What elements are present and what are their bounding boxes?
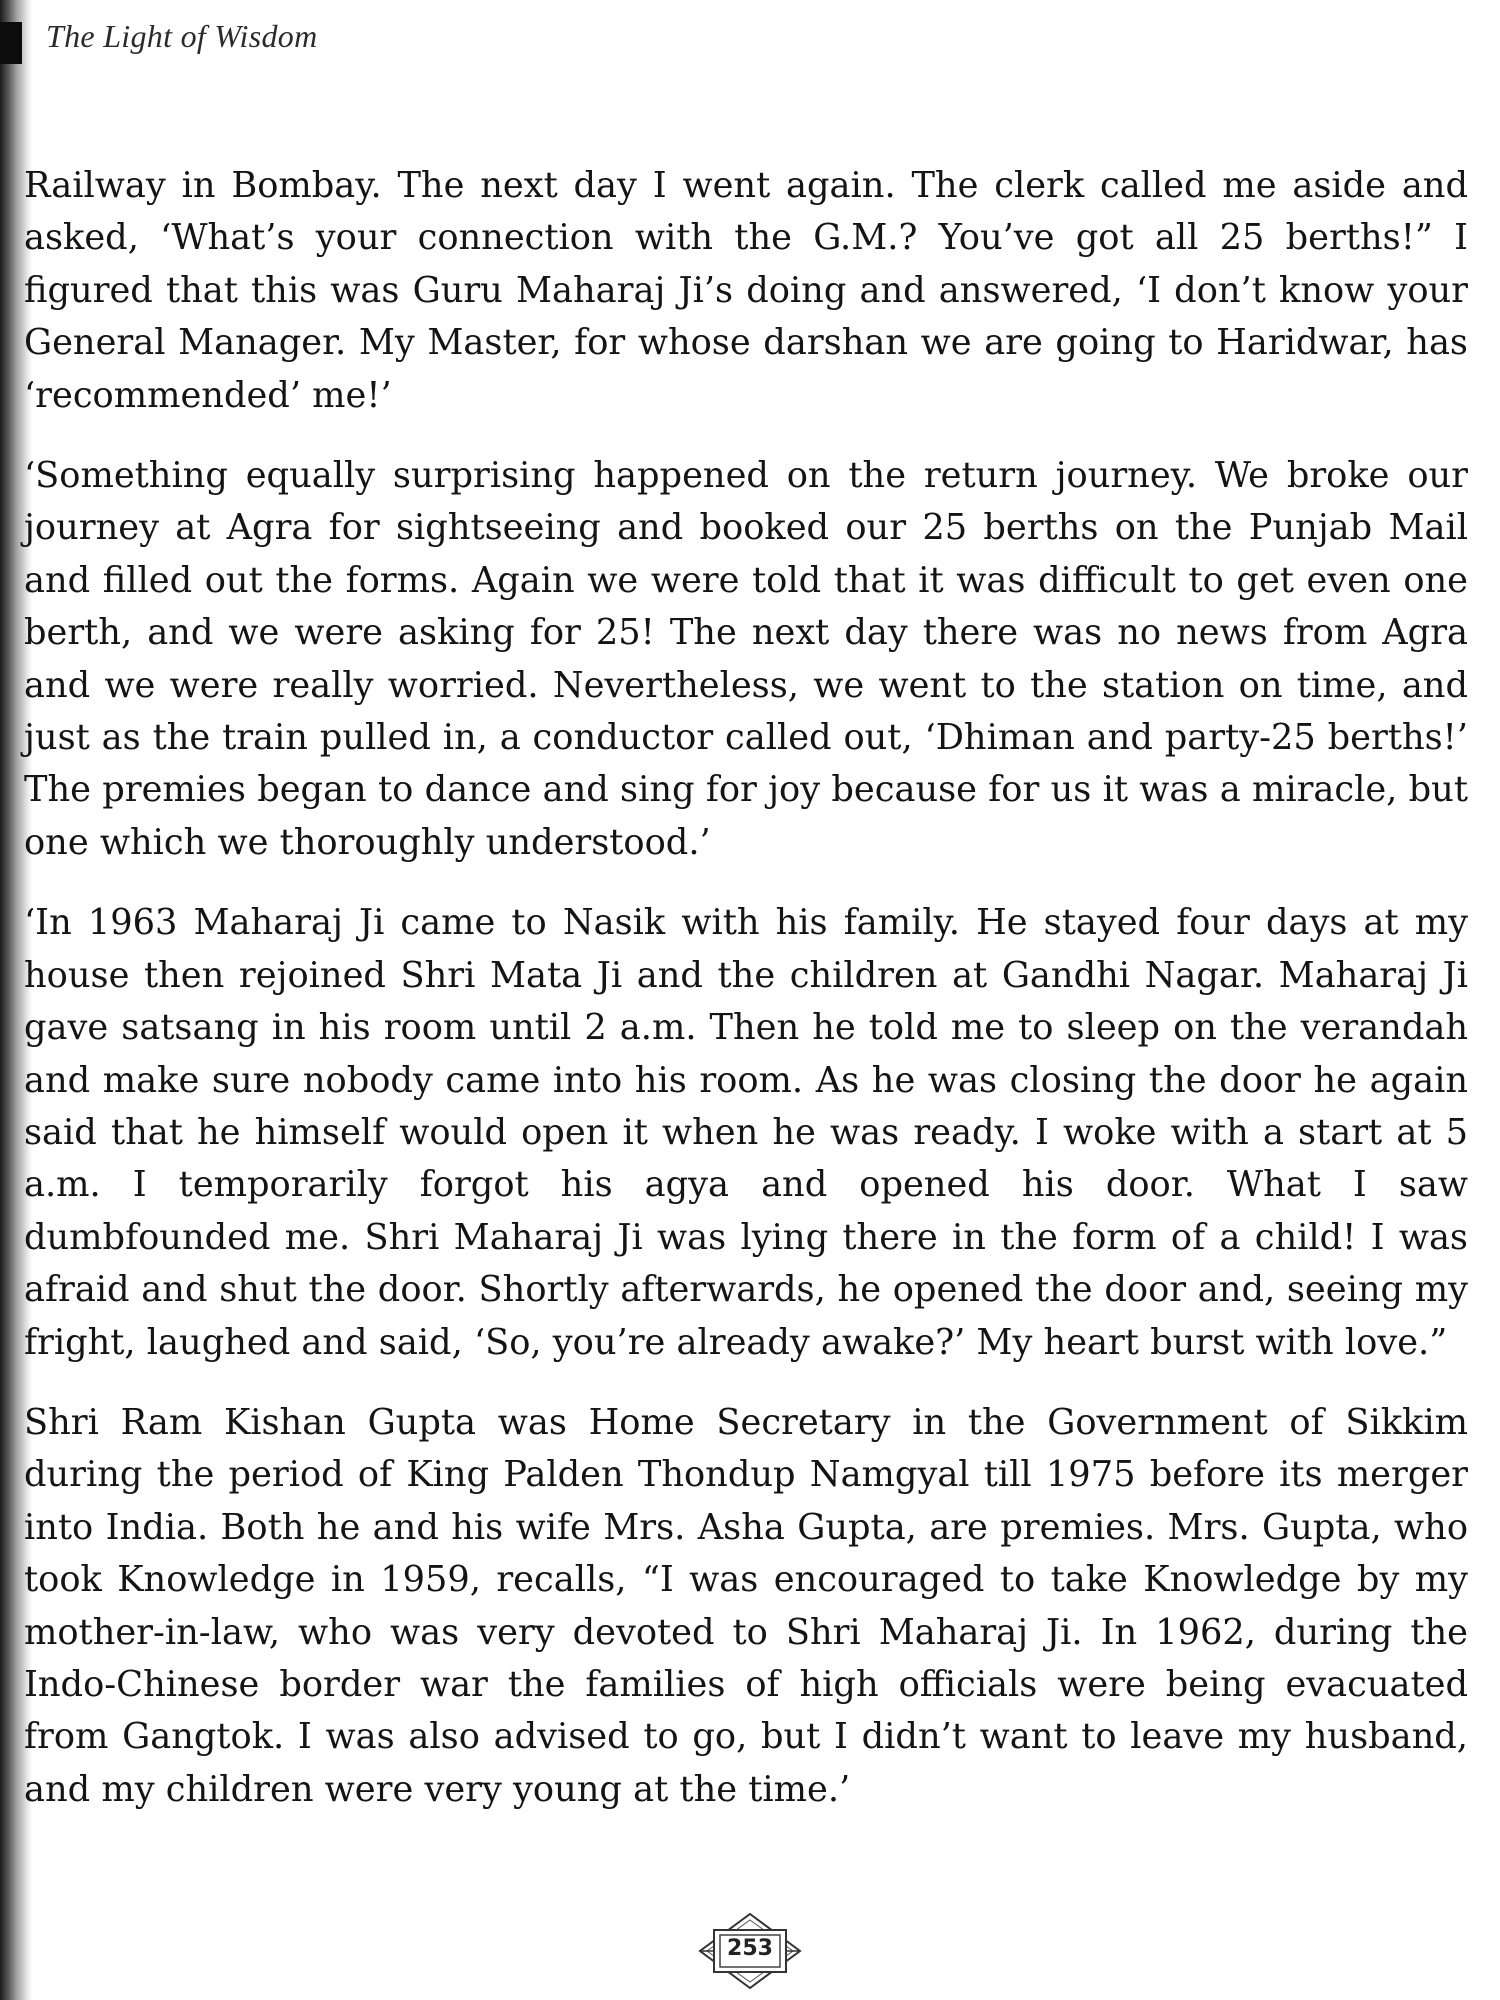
page-number-ornament	[696, 1912, 804, 1990]
header-tab-mark	[0, 22, 22, 64]
paragraph-2: ‘Something equally surprising happened on the return journey. We broke our journey at Agra for sightseeing and booked our 25 berths on the Punjab Mail and filled out the forms. Again we were told that it was difficult to get even one berth, and we were asking for 25! The next day there was no news from Agra and we were really worried. Nevertheless, we went to the station on time, and just as the train pulled in, a conductor called out, ‘Dhiman and party-25 berths!’ The premies began to dance and sing for joy because for us it was a miracle, but one which we thoroughly understood.’	[24, 455, 1468, 863]
body-text	[24, 160, 1468, 1844]
paragraph-4: Shri Ram Kishan Gupta was Home Secretary in the Government of Sikkim during the period of King Palden Thondup Namgyal till 1975 before its merger into India. Both he and his wife Mrs. Asha Gupta, are premies. Mrs. Gupta, who took Knowledge in 1959, recalls, “I was encouraged to take Knowledge by my mother-in-law, who was very devoted to Shri Maharaj Ji. In 1962, during the Indo-Chinese border war the families of high officials were being evacuated from Gangtok. I was also advised to go, but I didn’t want to leave my husband, and my children were very young at the time.’	[24, 1401, 1468, 1810]
page-number: 253	[727, 1936, 773, 1961]
paragraph-1: Railway in Bombay. The next day I went again. The clerk called me aside and asked, ‘What’s your connection with the G.M.? You’ve got all 25 berths!” I figured that this was Guru Maharaj Ji’s doing and answered, ‘I don’t know your General Manager. My Master, for whose darshan we are going to Haridwar, has ‘recommended’ me!’	[24, 165, 1468, 416]
running-head-title: The Light of Wisdom	[46, 18, 318, 54]
paragraph-3: ‘In 1963 Maharaj Ji came to Nasik with his family. He stayed four days at my house then rejoined Shri Mata Ji and the children at Gandhi Nagar. Maharaj Ji gave satsang in his room until 2 a.m. Then he told me to sleep on the verandah and make sure nobody came into his room. As he was closing the door he again said that he himself would open it when he was ready. I woke with a start at 5 a.m. I temporarily forgot his agya and opened his door. What I saw dumbfounded me. Shri Maharaj Ji was lying there in the form of a child! I was afraid and shut the door. Shortly afterwards, he opened the door and, seeing my fright, laughed and said, ‘So, you’re already awake?’ My heart burst with love.”	[24, 902, 1468, 1363]
